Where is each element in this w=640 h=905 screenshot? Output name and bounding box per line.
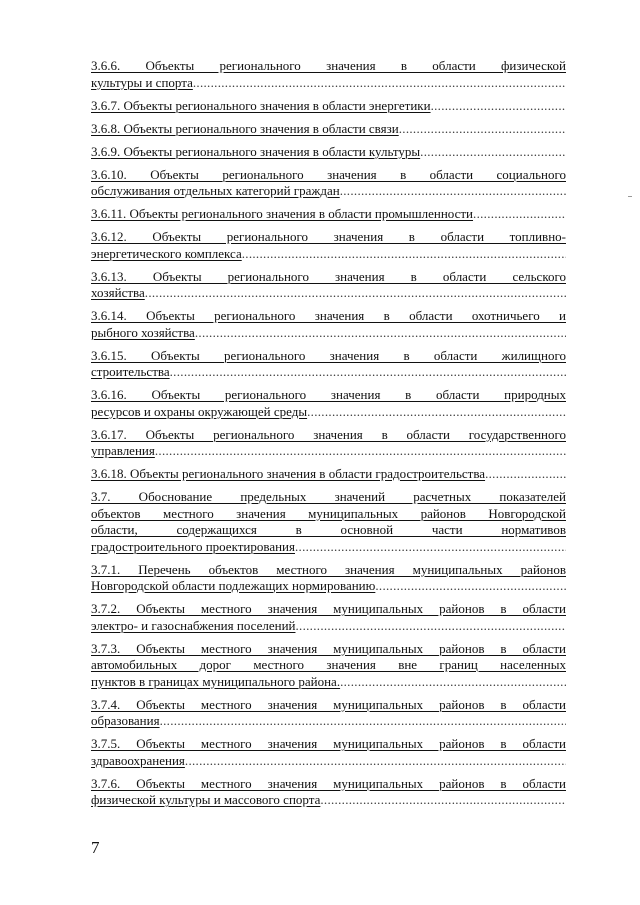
toc-entry-last-line [91, 183, 566, 200]
toc-entry-title: рыбного хозяйства [91, 324, 195, 340]
toc-entry-line: объектов местного значения муниципальных районов Новгородской [91, 505, 566, 521]
toc-entry-line: 3.7.1. Перечень объектов местного значения муниципальных районов [91, 561, 566, 577]
toc-entry-line: 3.7.6. Объекты местного значения муниципальных районов в области [91, 775, 566, 791]
toc-entry-line: 3.6.16. Объекты регионального значения в области природных [91, 387, 566, 402]
toc-entry-title: 3.6.9. Объекты регионального значения в области культуры [91, 143, 421, 159]
toc-entry-last-line [91, 539, 566, 556]
toc-entry-title: 3.6.8. Объекты регионального значения в области связи [91, 120, 399, 136]
toc-entry-last-line [91, 753, 566, 770]
toc-entry-line: 3.7. Обоснование предельных значений расчетных показателей [91, 489, 566, 504]
table-of-contents [91, 58, 566, 815]
toc-entry[interactable] [91, 427, 566, 460]
page-number: 7 [91, 838, 100, 857]
dot-leader [420, 144, 566, 161]
toc-entry-title: образования [91, 713, 160, 728]
toc-entry-title: культуры и спорта [91, 74, 193, 90]
dot-leader [242, 246, 566, 263]
toc-entry-last-line [91, 285, 566, 302]
toc-entry-line: области, содержащихся в основной части нормативов [91, 522, 566, 537]
dot-leader [145, 285, 566, 302]
dot-leader [473, 206, 566, 223]
toc-entry[interactable] [91, 269, 566, 302]
toc-entry-line: 3.6.10. Объекты регионального значения в области социального [91, 166, 566, 182]
dot-leader [295, 539, 566, 556]
toc-entry-title: Новгородской области подлежащих нормированию [91, 578, 376, 593]
toc-entry-title: управления [91, 443, 155, 458]
toc-entry-line: 3.6.15. Объекты регионального значения в области жилищного [91, 347, 566, 363]
toc-entry-title: физической культуры и массового спорта [91, 792, 321, 807]
toc-entry-last-line [91, 144, 566, 161]
dot-leader [320, 792, 566, 809]
toc-entry-last-line [91, 404, 566, 421]
toc-entry-line: 3.7.4. Объекты местного значения муниципальных районов в области [91, 696, 566, 712]
toc-entry-title: 3.6.18. Объекты регионального значения в области градостроительства [91, 466, 486, 481]
dot-leader [431, 98, 566, 115]
toc-entry-title: ресурсов и охраны окружающей среды [91, 403, 308, 419]
toc-entry-last-line [91, 618, 566, 635]
toc-entry-title: строительства [91, 364, 170, 379]
dot-leader [485, 466, 566, 483]
toc-entry[interactable] [91, 348, 566, 381]
toc-entry-title: 3.6.7. Объекты регионального значения в области энергетики [91, 97, 431, 113]
toc-entry[interactable] [91, 697, 566, 730]
toc-entry[interactable] [91, 308, 566, 341]
toc-entry-title: энергетического комплекса [91, 245, 242, 261]
toc-entry[interactable] [91, 58, 566, 91]
toc-entry-last-line [91, 364, 566, 381]
toc-entry-last-line [91, 674, 566, 691]
toc-entry-line: 3.7.5. Объекты местного значения муниципальных районов в области [91, 736, 566, 751]
dot-leader [185, 753, 566, 770]
toc-entry[interactable] [91, 776, 566, 809]
toc-entry[interactable] [91, 736, 566, 769]
toc-entry-title: здравоохранения [91, 752, 185, 768]
dot-leader [193, 75, 566, 92]
toc-entry-last-line [91, 466, 566, 483]
scan-artifact [628, 196, 632, 197]
toc-entry[interactable] [91, 466, 566, 483]
toc-entry-last-line [91, 206, 566, 223]
toc-entry[interactable] [91, 206, 566, 223]
dot-leader [340, 183, 566, 200]
toc-entry-title: 3.6.11. Объекты регионального значения в области промышленности [91, 206, 474, 221]
toc-entry[interactable] [91, 387, 566, 420]
toc-entry-last-line [91, 121, 566, 138]
dot-leader [399, 121, 566, 138]
toc-entry-last-line [91, 443, 566, 460]
toc-entry[interactable] [91, 489, 566, 555]
toc-entry-title: обслуживания отдельных категорий граждан [91, 183, 340, 198]
toc-entry[interactable] [91, 601, 566, 634]
toc-entry-line: 3.6.13. Объекты регионального значения в области сельского [91, 268, 566, 284]
toc-entry-title: хозяйства [91, 285, 145, 300]
dot-leader [160, 713, 566, 730]
dot-leader [170, 364, 566, 381]
toc-entry[interactable] [91, 121, 566, 138]
toc-entry-line: 3.7.2. Объекты местного значения муниципальных районов в области [91, 601, 566, 616]
dot-leader [340, 674, 566, 691]
dot-leader [195, 325, 566, 342]
toc-entry-last-line [91, 578, 566, 595]
toc-entry[interactable] [91, 98, 566, 115]
toc-entry[interactable] [91, 641, 566, 691]
toc-entry-title: градостроительного проектирования [91, 538, 295, 554]
toc-entry-last-line [91, 75, 566, 92]
toc-entry-last-line [91, 792, 566, 809]
toc-entry-title: пунктов в границах муниципального района. [91, 673, 341, 689]
toc-entry[interactable] [91, 229, 566, 262]
toc-entry[interactable] [91, 562, 566, 595]
dot-leader [155, 443, 566, 460]
toc-entry[interactable] [91, 167, 566, 200]
dot-leader [375, 578, 566, 595]
toc-entry-line: автомобильных дорог местного значения вне границ населенных [91, 657, 566, 672]
dot-leader [307, 404, 566, 421]
toc-entry-line: 3.6.14. Объекты регионального значения в области охотничьего и [91, 308, 566, 323]
dot-leader [295, 618, 566, 635]
toc-entry-line: 3.6.6. Объекты регионального значения в области физической [91, 58, 566, 73]
toc-entry-last-line [91, 713, 566, 730]
toc-entry-last-line [91, 98, 566, 115]
toc-entry-line: 3.6.12. Объекты регионального значения в области топливно- [91, 229, 566, 244]
toc-entry-line: 3.6.17. Объекты регионального значения в области государственного [91, 426, 566, 442]
toc-entry-title: электро- и газоснабжения поселений [91, 617, 296, 633]
toc-entry[interactable] [91, 144, 566, 161]
toc-entry-last-line [91, 325, 566, 342]
toc-entry-last-line [91, 246, 566, 263]
toc-entry-line: 3.7.3. Объекты местного значения муниципальных районов в области [91, 640, 566, 656]
